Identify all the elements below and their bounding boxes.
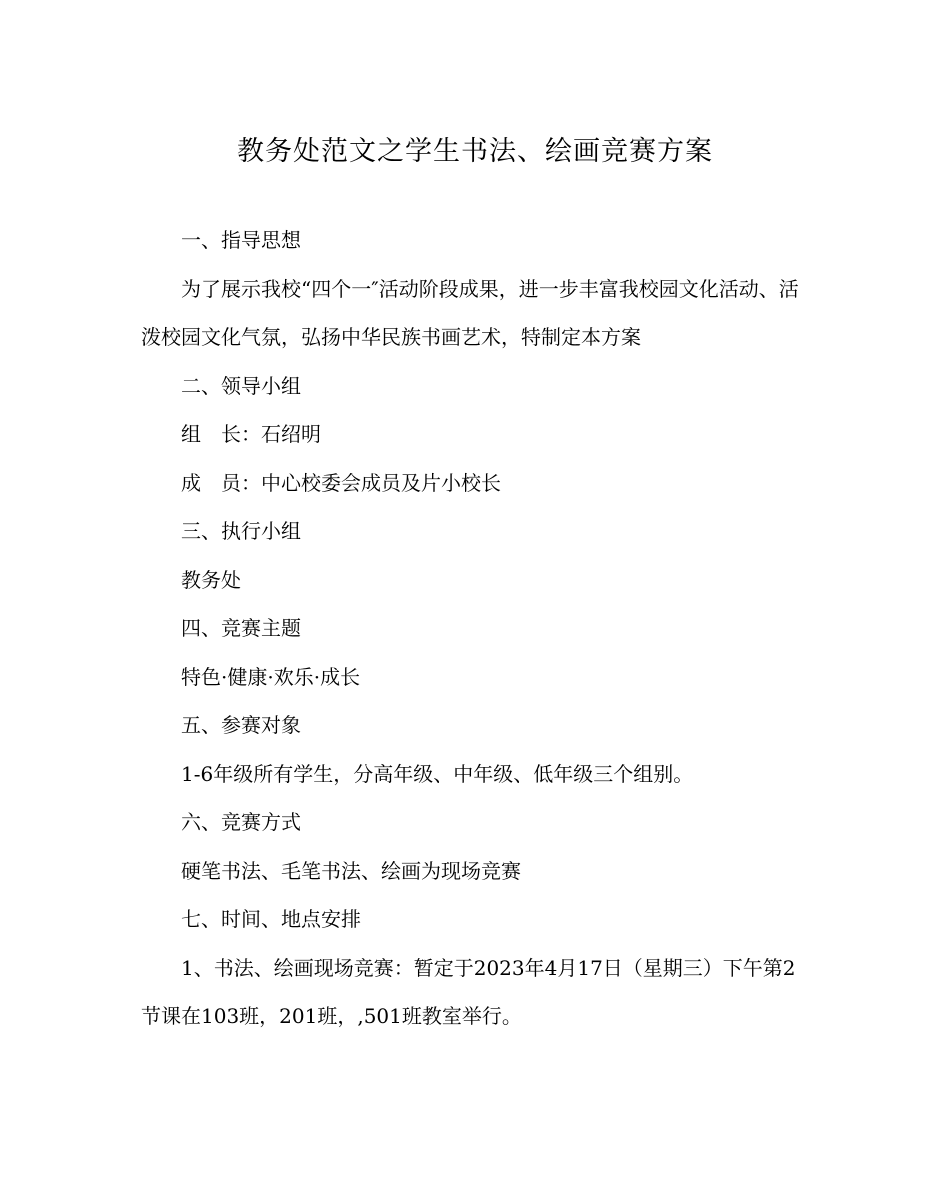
heading-competition-format: 六、竞赛方式 xyxy=(181,810,301,834)
line-participants: 1-6年级所有学生，分高年级、中年级、低年级三个组别。 xyxy=(181,761,694,786)
paragraph-schedule: 1、书法、绘画现场竞赛：暂定于2023年4月17日（星期三）下午第2节课在103班，201班，,501班教室举行。 xyxy=(141,955,796,1028)
document-title: 教务处范文之学生书法、绘画竞赛方案 xyxy=(237,136,713,167)
heading-time-location: 七、时间、地点安排 xyxy=(181,907,361,931)
line-format: 硬笔书法、毛笔书法、绘画为现场竞赛 xyxy=(181,858,521,883)
line-theme: 特色·健康·欢乐·成长 xyxy=(181,664,361,689)
heading-guiding-ideology: 一、指导思想 xyxy=(181,228,301,252)
heading-participants: 五、参赛对象 xyxy=(181,713,301,737)
heading-executive-group: 三、执行小组 xyxy=(181,519,301,543)
heading-leadership-group: 二、领导小组 xyxy=(181,373,301,398)
paragraph-purpose: 为了展示我校“四个一″活动阶段成果，进一步丰富我校园文化活动、活泼校园文化气氛，弘扬中华民族书画艺术，特制定本方案 xyxy=(141,276,799,349)
heading-competition-theme: 四、竞赛主题 xyxy=(181,616,301,640)
document-body xyxy=(141,216,806,1041)
line-group-leader: 组 长：石绍明 xyxy=(181,422,321,446)
line-executive-office: 教务处 xyxy=(181,567,241,592)
line-group-members: 成 员：中心校委会成员及片小校长 xyxy=(181,470,501,495)
